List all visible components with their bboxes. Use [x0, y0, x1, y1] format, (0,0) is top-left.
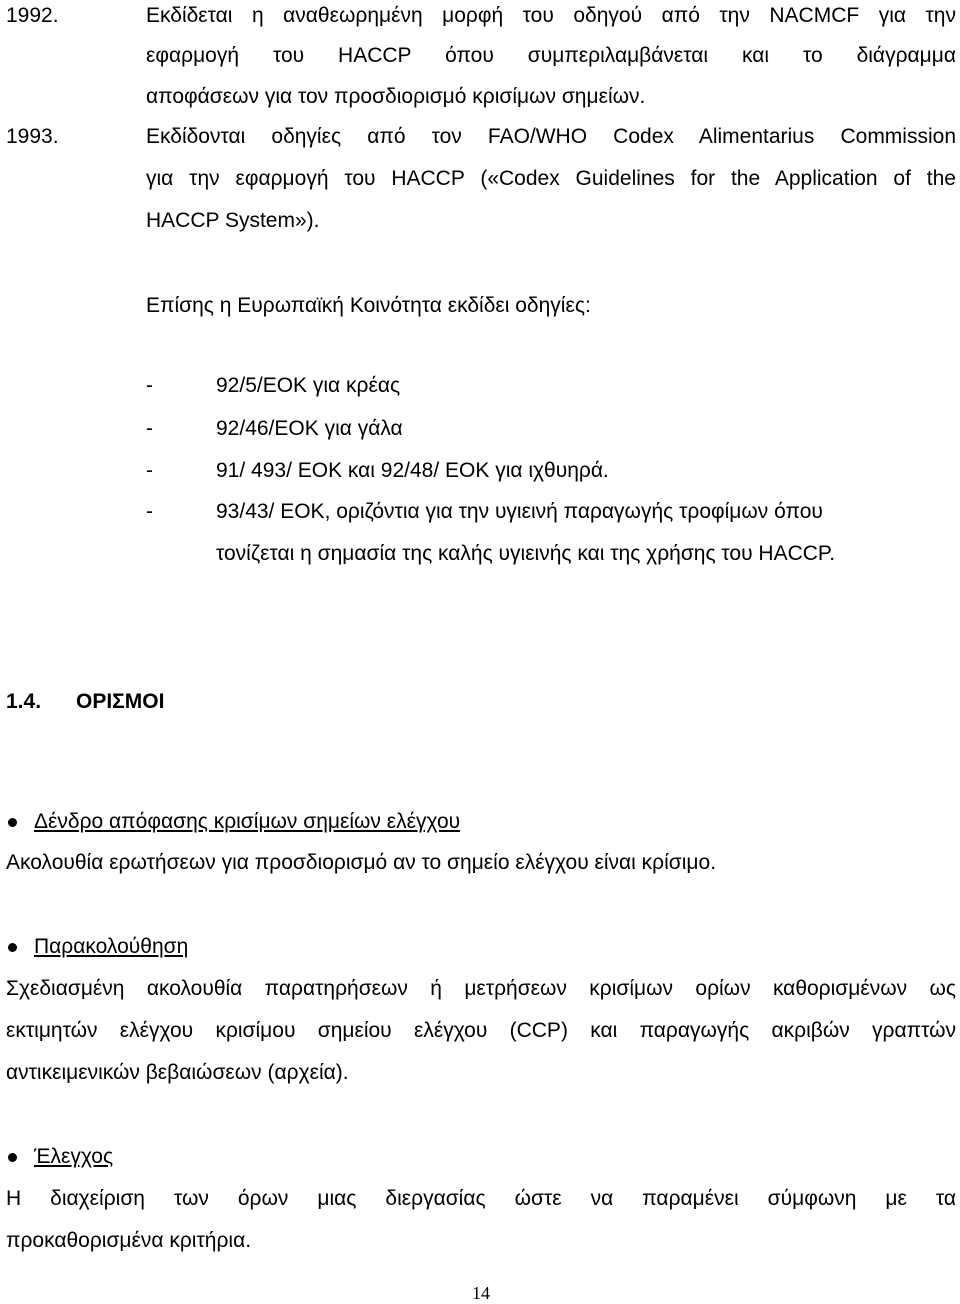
directive-dash: -: [146, 500, 153, 523]
history-year-1992: 1992.: [6, 4, 59, 27]
definition-text: αντικειμενικών βεβαιώσεων (αρχεία).: [6, 1061, 349, 1084]
history-1992-line-1: Εκδίδεται η αναθεωρημένη μορφή του οδηγού από την NACMCF για την: [146, 4, 956, 27]
directive-item: 91/ 493/ ΕΟΚ και 92/48/ ΕΟΚ για ιχθυηρά.: [216, 459, 609, 482]
definition-term: Παρακολούθηση: [34, 935, 189, 958]
definition-text: προκαθορισμένα κριτήρια.: [6, 1229, 252, 1252]
directive-dash: -: [146, 459, 153, 482]
bullet-icon: [8, 1153, 17, 1162]
section-title: ΟΡΙΣΜΟΙ: [76, 690, 165, 713]
history-1993-line-1: Εκδίδονται οδηγίες από τον FAO/WHO Codex Alimentarius Commission: [146, 125, 956, 148]
history-1992-line-2: εφαρμογή του HACCP όπου συμπεριλαμβάνεται και το διάγραμμα: [146, 44, 956, 67]
definition-text: εκτιμητών ελέγχου κρισίμου σημείου ελέγχου (CCP) και παραγωγής ακριβών γραπτών: [6, 1019, 956, 1042]
bullet-icon: [8, 943, 17, 952]
page-number: 14: [472, 1283, 490, 1303]
history-year-1993: 1993.: [6, 125, 59, 148]
definition-text: Ακολουθία ερωτήσεων για προσδιορισμό αν το σημείο ελέγχου είναι κρίσιμο.: [6, 851, 717, 874]
bullet-icon: [8, 818, 17, 827]
history-1993-line-2: για την εφαρμογή του HACCP («Codex Guidelines for the Application of the: [146, 167, 956, 190]
definition-term: Έλεγχος: [34, 1145, 114, 1168]
directive-item: 92/46/ΕΟΚ για γάλα: [216, 417, 403, 440]
section-number: 1.4.: [6, 690, 42, 713]
directive-item: 92/5/ΕΟΚ για κρέας: [216, 374, 401, 397]
history-1993-line-3: HACCP System»).: [146, 209, 320, 232]
directive-dash: -: [146, 374, 153, 397]
definition-text: Η διαχείριση των όρων μιας διεργασίας ώστε να παραμένει σύμφωνη με τα: [6, 1187, 956, 1210]
history-1992-line-3: αποφάσεων για τον προσδιορισμό κρισίμων σημείων.: [146, 85, 646, 108]
definition-text: Σχεδιασμένη ακολουθία παρατηρήσεων ή μετρήσεων κρισίμων ορίων καθορισμένων ως: [6, 977, 956, 1000]
directive-dash: -: [146, 417, 153, 440]
directive-item: 93/43/ ΕΟΚ, οριζόντια για την υγιεινή παραγωγής τροφίμων όπου: [216, 500, 823, 523]
eu-intro-text: Επίσης η Ευρωπαϊκή Κοινότητα εκδίδει οδηγίες:: [146, 294, 591, 317]
directive-item-continued: τονίζεται η σημασία της καλής υγιεινής και της χρήσης του HACCP.: [216, 542, 836, 565]
definition-term: Δένδρο απόφασης κρισίμων σημείων ελέγχου: [34, 810, 461, 833]
